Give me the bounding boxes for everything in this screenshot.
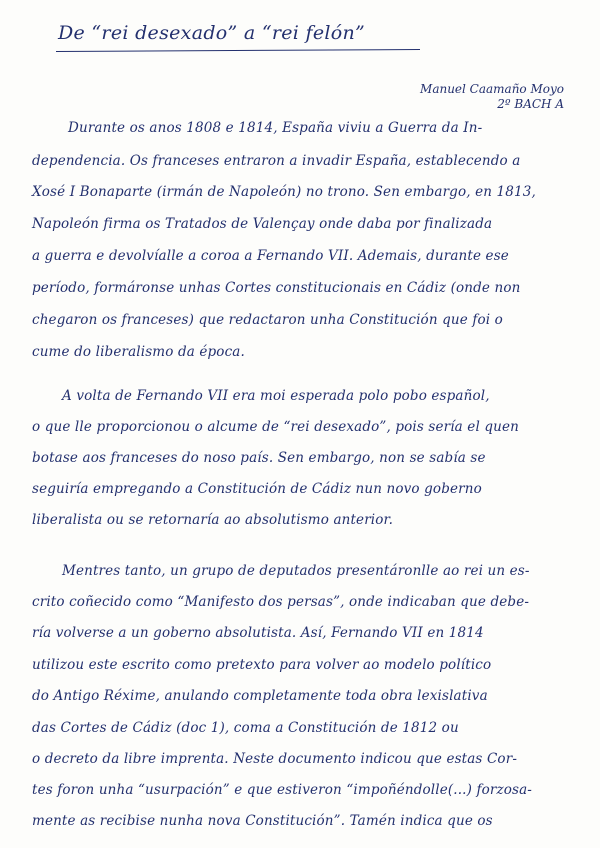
author-block bbox=[420, 82, 564, 112]
text-line: do Antigo Réxime, anulando completamente toda obra lexislativa bbox=[32, 688, 488, 704]
text-line: liberalista ou se retornaría ao absolutismo anterior. bbox=[32, 512, 394, 528]
author-class: 2º BACH A bbox=[497, 97, 564, 111]
text-line: crito coñecido como “Manifesto dos persas”, onde indicaban que debe- bbox=[32, 594, 530, 610]
title-underline bbox=[56, 49, 420, 52]
author-name: Manuel Caamaño Moyo bbox=[420, 82, 564, 96]
text-line: a guerra e devolvíalle a coroa a Fernando VII. Ademais, durante ese bbox=[32, 248, 509, 264]
text-line: período, formáronse unhas Cortes constitucionais en Cádiz (onde non bbox=[32, 280, 521, 296]
text-line: Mentres tanto, un grupo de deputados presentáronlle ao rei un es- bbox=[62, 563, 530, 579]
text-line: Napoleón firma os Tratados de Valençay onde daba por finalizada bbox=[32, 216, 493, 232]
text-line: tes foron unha “usurpación” e que estiveron “impoñéndolle(...) forzosa- bbox=[32, 782, 533, 798]
text-line: dependencia. Os franceses entraron a invadir España, establecendo a bbox=[32, 153, 521, 169]
text-line: utilizou este escrito como pretexto para volver ao modelo político bbox=[32, 657, 492, 673]
text-line: Durante os anos 1808 e 1814, España viviu a Guerra da In- bbox=[68, 120, 483, 136]
text-line: ría volverse a un goberno absolutista. Así, Fernando VII en 1814 bbox=[32, 625, 484, 641]
text-line: o decreto da libre imprenta. Neste documento indicou que estas Cor- bbox=[32, 751, 518, 767]
text-line: o que lle proporcionou o alcume de “rei desexado”, pois sería el quen bbox=[32, 419, 519, 435]
text-line: cume do liberalismo da época. bbox=[32, 344, 245, 360]
text-line: chegaron os franceses) que redactaron unha Constitución que foi o bbox=[32, 312, 503, 328]
text-line: das Cortes de Cádiz (doc 1), coma a Constitución de 1812 ou bbox=[32, 720, 459, 736]
text-line: mente as recibise nunha nova Constitución”. Tamén indica que os bbox=[32, 813, 493, 829]
text-line: A volta de Fernando VII era moi esperada polo pobo español, bbox=[62, 388, 490, 404]
text-line: botase aos franceses do noso país. Sen embargo, non se sabía se bbox=[32, 450, 486, 466]
text-line: Xosé I Bonaparte (irmán de Napoleón) no trono. Sen embargo, en 1813, bbox=[32, 184, 536, 200]
text-line: seguiría empregando a Constitución de Cádiz nun novo goberno bbox=[32, 481, 482, 497]
page-title: De “rei desexado” a “rei felón” bbox=[58, 22, 366, 44]
